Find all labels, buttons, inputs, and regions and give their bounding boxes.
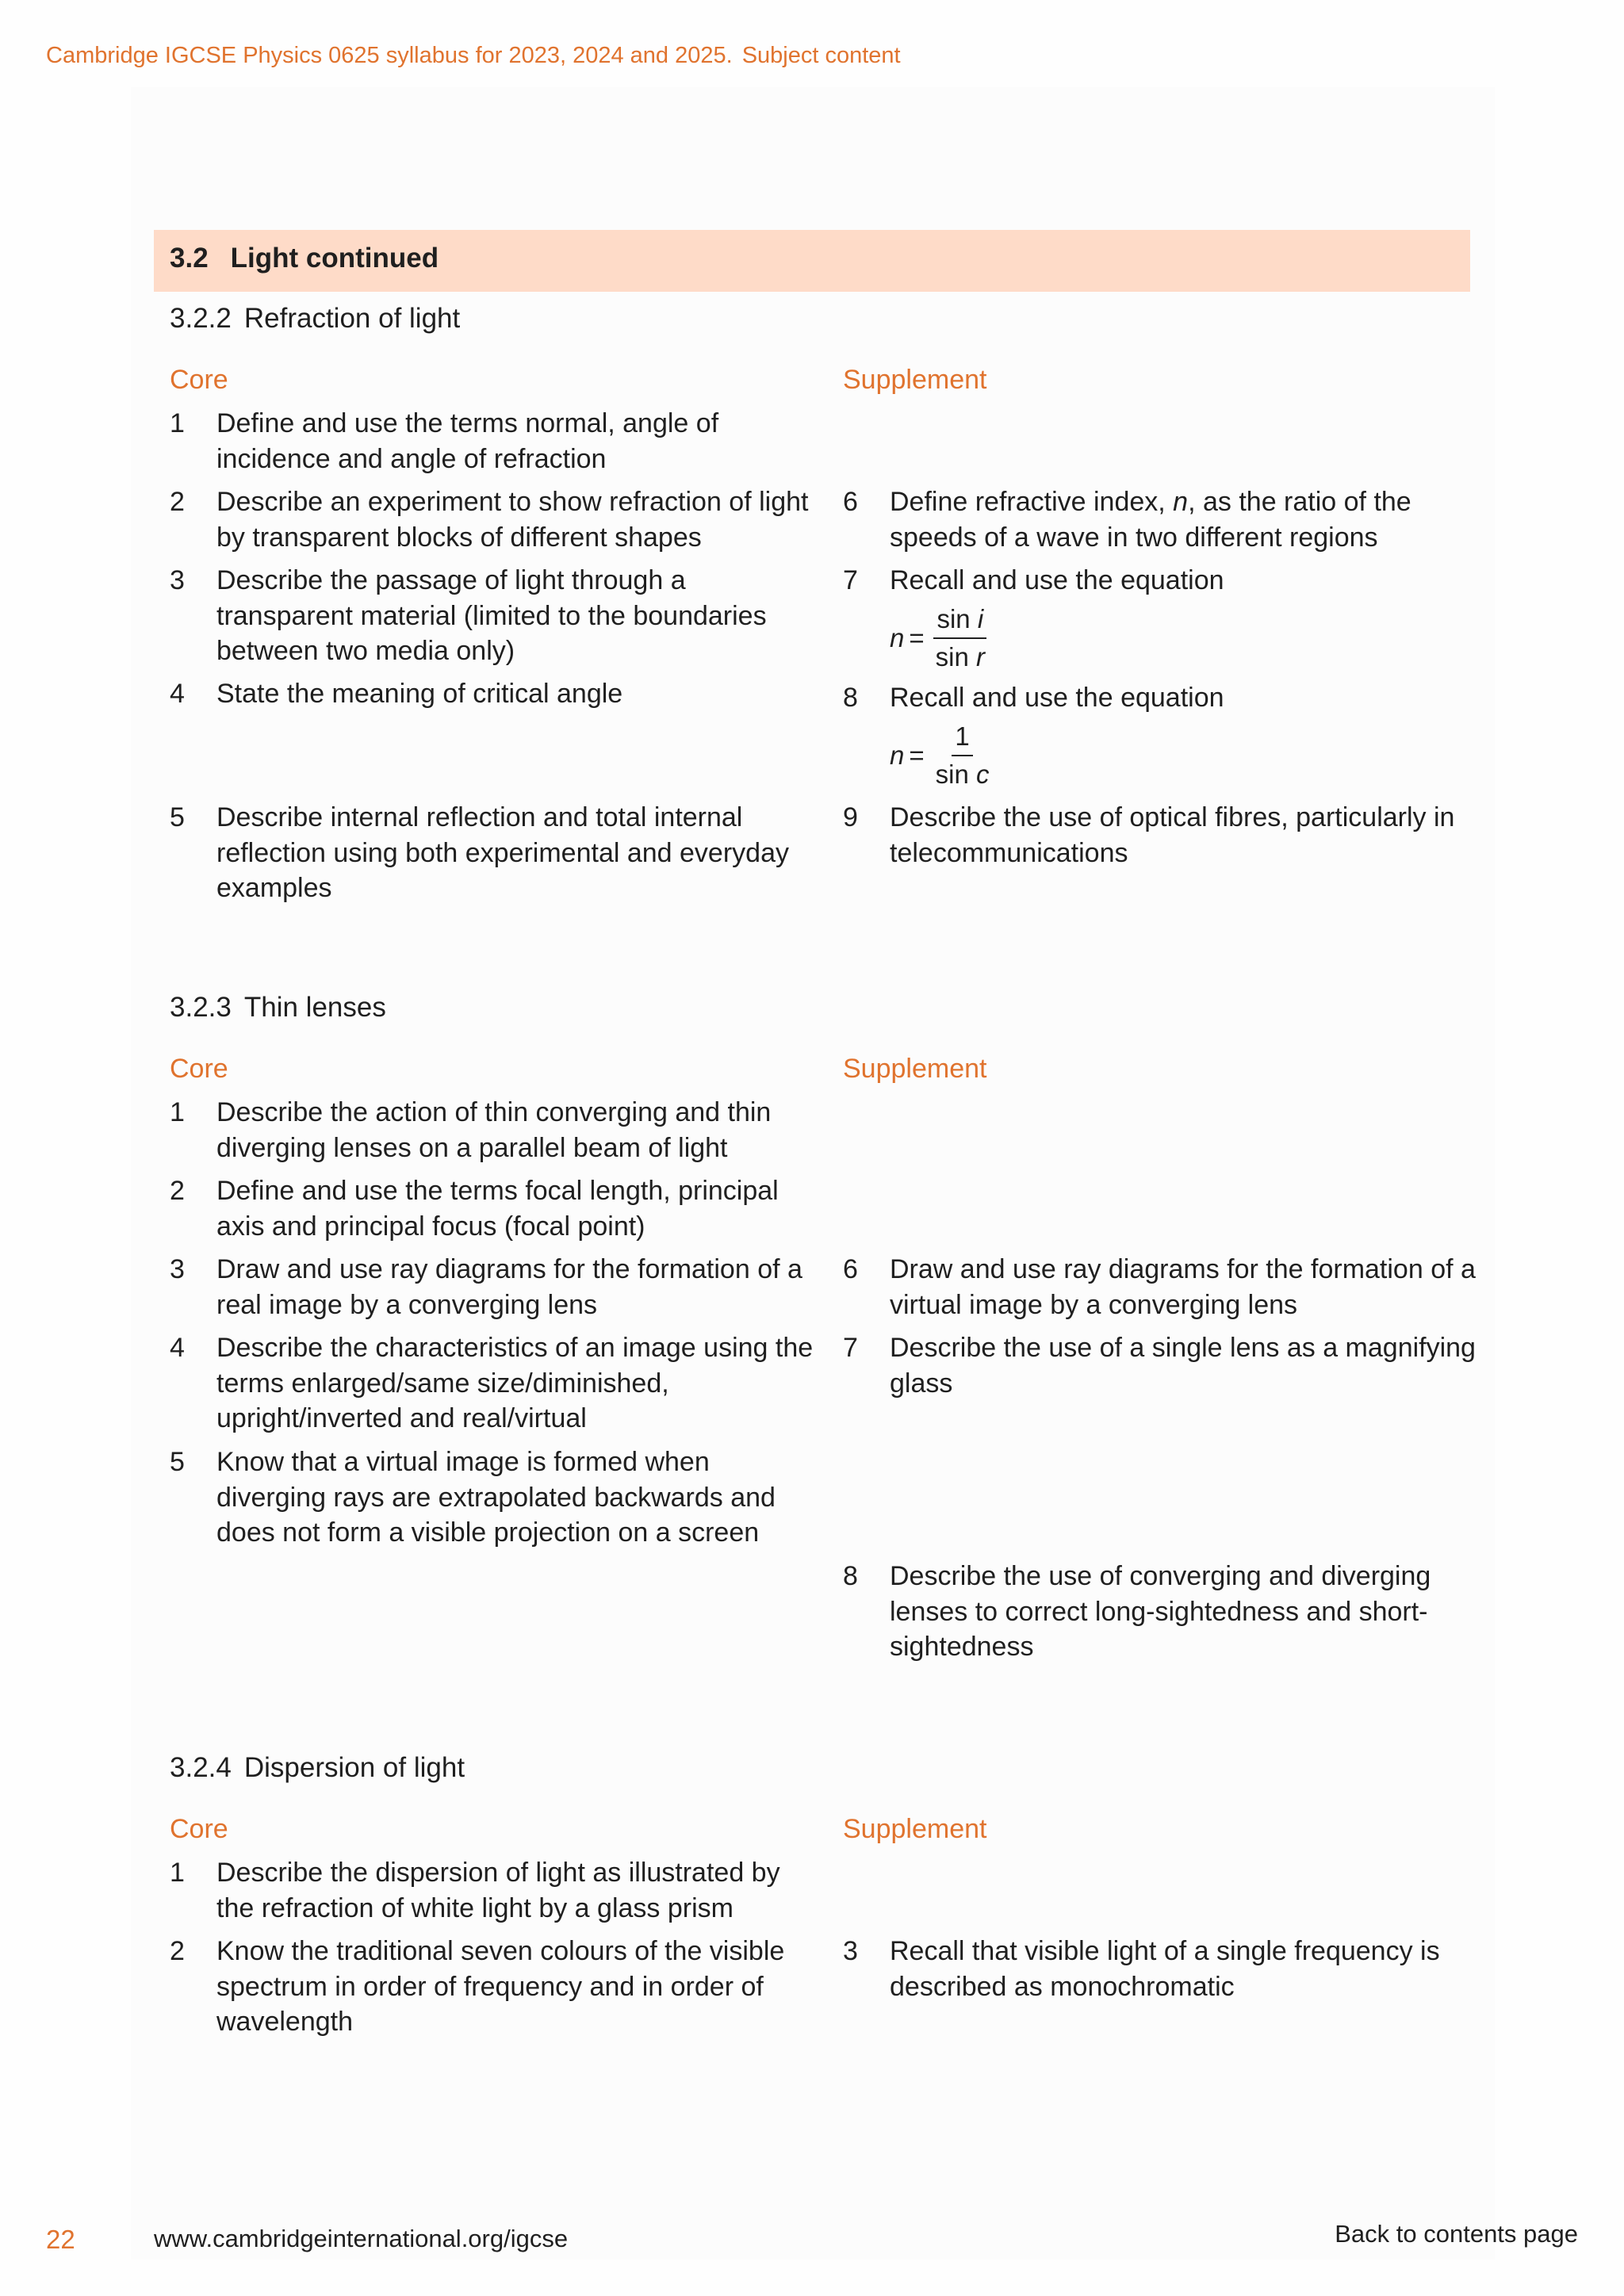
item-text: Recall that visible light of a single frequency is described as monochromatic: [890, 1936, 1440, 2002]
item-text: Describe the action of thin converging and thin diverging lenses on a parallel beam of light: [216, 1097, 772, 1163]
item-text: Describe an experiment to show refraction of light by transparent blocks of different shapes: [216, 487, 809, 553]
denominator-function: sin: [935, 642, 969, 672]
item-number: 2: [170, 487, 185, 517]
item-text: Describe the passage of light through a transparent material (limited to the boundaries between two media only): [216, 565, 767, 666]
item-number: 1: [170, 1097, 185, 1127]
item-number: 8: [843, 1561, 858, 1591]
item-number: 2: [170, 1176, 185, 1206]
band-number: 3.2: [170, 243, 209, 274]
item-number: 3: [170, 565, 185, 595]
item-number: 4: [170, 679, 185, 709]
item-text: Define and use the terms normal, angle of incidence and angle of refraction: [216, 408, 719, 474]
item-number: 5: [170, 1447, 185, 1477]
band-title-text: Light continued: [230, 243, 439, 274]
item-text: Draw and use ray diagrams for the formation of a virtual image by a converging lens: [890, 1254, 1476, 1320]
denominator-function: sin: [935, 760, 969, 789]
equals-sign: =: [909, 623, 925, 652]
item-text: Recall and use the equation: [890, 565, 1224, 595]
item-number: 9: [843, 802, 858, 832]
item-number: 6: [843, 487, 858, 517]
item-text-end: , as the ratio of the speeds of a wave in two different regions: [890, 487, 1411, 553]
item-text-start: Define refractive index,: [890, 487, 1174, 517]
header-subtitle: Subject content: [741, 43, 901, 68]
item-text: [890, 484, 1492, 555]
fraction-denominator: [933, 756, 993, 790]
section-title: Dispersion of light: [243, 1752, 465, 1783]
item-number: 7: [843, 1333, 858, 1363]
core-label: Core: [170, 1814, 228, 1844]
section-heading-thin-lenses: [170, 992, 386, 1024]
section-number: 3.2.2: [170, 303, 232, 334]
section-number: 3.2.4: [170, 1752, 232, 1783]
supplement-label: Supplement: [843, 1054, 987, 1084]
section-heading-dispersion: [170, 1752, 465, 1784]
section-number: 3.2.3: [170, 992, 232, 1023]
numerator-function: 1: [955, 721, 970, 751]
running-header: [46, 43, 901, 69]
fraction-numerator: [952, 721, 972, 756]
item-text: State the meaning of critical angle: [216, 679, 623, 709]
page-number: 22: [46, 2225, 75, 2254]
item-number: 7: [843, 565, 858, 595]
item-number: 6: [843, 1254, 858, 1284]
section-heading-refraction: [170, 303, 460, 335]
fraction: [933, 721, 993, 790]
denominator-variable: r: [976, 642, 985, 672]
item-number: 3: [170, 1254, 185, 1284]
equation-lhs: n: [890, 740, 905, 770]
supplement-label: Supplement: [843, 365, 987, 395]
item-text: Recall and use the equation: [890, 683, 1224, 713]
item-number: 8: [843, 683, 858, 713]
section-title: Thin lenses: [243, 992, 386, 1023]
website-link[interactable]: www.cambridgeinternational.org/igcse: [154, 2225, 569, 2252]
item-text-variable: n: [1173, 487, 1189, 517]
item-text: Describe the use of a single lens as a magnifying glass: [890, 1333, 1476, 1399]
item-text: Describe the dispersion of light as illustrated by the refraction of white light by a glass prism: [216, 1858, 780, 1923]
item-text: Know the traditional seven colours of the visible spectrum in order of frequency and in order of wavelength: [216, 1936, 785, 2037]
core-label: Core: [170, 365, 228, 395]
band-title: [170, 243, 439, 274]
equals-sign: =: [909, 740, 925, 770]
item-text: Describe internal reflection and total internal reflection using both experimental and everyday examples: [216, 802, 789, 903]
equation-critical-angle: [890, 721, 993, 790]
equation-refractive-index: [890, 604, 988, 672]
item-text: Describe the use of converging and diverging lenses to correct long-sightedness and short-sightedness: [890, 1561, 1431, 1662]
item-text: Define and use the terms focal length, principal axis and principal focus (focal point): [216, 1176, 779, 1242]
numerator-variable: i: [977, 604, 984, 633]
item-number: 1: [170, 408, 185, 438]
fraction-numerator: [933, 604, 986, 639]
item-text: Describe the use of optical fibres, particularly in telecommunications: [890, 802, 1455, 868]
item-number: 4: [170, 1333, 185, 1363]
equation-lhs: n: [890, 623, 905, 652]
item-text: Describe the characteristics of an image using the terms enlarged/same size/diminished, upright/inverted and real/virtual: [216, 1333, 814, 1433]
item-text: Draw and use ray diagrams for the formation of a real image by a converging lens: [216, 1254, 802, 1320]
numerator-function: sin: [936, 604, 971, 633]
item-number: 5: [170, 802, 185, 832]
core-label: Core: [170, 1054, 228, 1084]
item-number: 3: [843, 1936, 858, 1966]
fraction: [933, 604, 988, 672]
item-text: Know that a virtual image is formed when diverging rays are extrapolated backwards and does not form a visible projection on a screen: [216, 1447, 776, 1548]
supplement-label: Supplement: [843, 1814, 987, 1844]
denominator-variable: c: [976, 760, 990, 789]
item-number: 2: [170, 1936, 185, 1966]
section-title: Refraction of light: [243, 303, 461, 334]
item-number: 1: [170, 1858, 185, 1888]
back-to-contents-link[interactable]: Back to contents page: [1335, 2220, 1578, 2248]
header-title: Cambridge IGCSE Physics 0625 syllabus for 2023, 2024 and 2025.: [46, 43, 733, 68]
fraction-denominator: [933, 639, 988, 672]
